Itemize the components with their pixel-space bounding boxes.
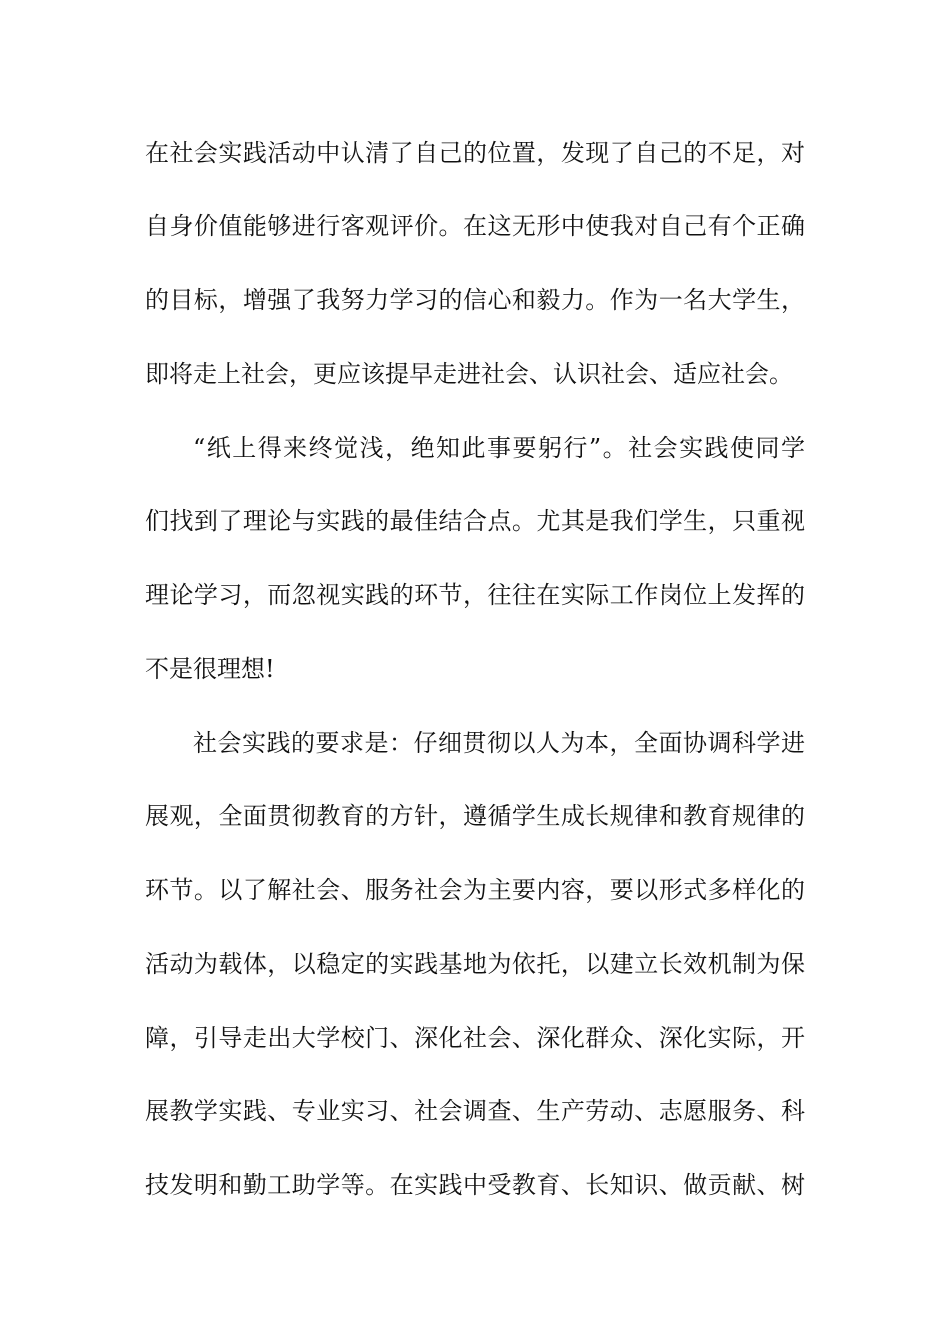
paragraph-first-line: 社会实践的要求是：仔细贯彻以人为本，全面协调科学进 — [193, 729, 805, 757]
paragraph-first-line: “纸上得来终觉浅，绝知此事要躬行”。社会实践使同学 — [193, 434, 805, 462]
text-line: 的目标，增强了我努力学习的信心和毅力。作为一名大学生， — [145, 286, 805, 314]
text-line: 们找到了理论与实践的最佳结合点。尤其是我们学生，只重视 — [145, 507, 805, 535]
text-line: 展观，全面贯彻教育的方针，遵循学生成长规律和教育规律的 — [145, 802, 805, 830]
text-line: 在社会实践活动中认清了自己的位置，发现了自己的不足，对 — [145, 139, 805, 167]
text-line: 障，引导走出大学校门、深化社会、深化群众、深化实际，开 — [145, 1024, 805, 1052]
text-line: 理论学习，而忽视实践的环节，往往在实际工作岗位上发挥的 — [145, 581, 805, 609]
text-line: 技发明和勤工助学等。在实践中受教育、长知识、做贡献、树 — [145, 1171, 805, 1199]
text-line: 活动为载体，以稳定的实践基地为依托，以建立长效机制为保 — [145, 950, 805, 978]
text-line: 不是很理想! — [145, 655, 275, 683]
text-line: 环节。以了解社会、服务社会为主要内容，要以形式多样化的 — [145, 876, 805, 904]
text-line: 展教学实践、专业实习、社会调查、生产劳动、志愿服务、科 — [145, 1097, 805, 1125]
text-line: 即将走上社会，更应该提早走进社会、认识社会、适应社会。 — [145, 360, 793, 388]
text-line: 自身价值能够进行客观评价。在这无形中使我对自己有个正确 — [145, 212, 805, 240]
